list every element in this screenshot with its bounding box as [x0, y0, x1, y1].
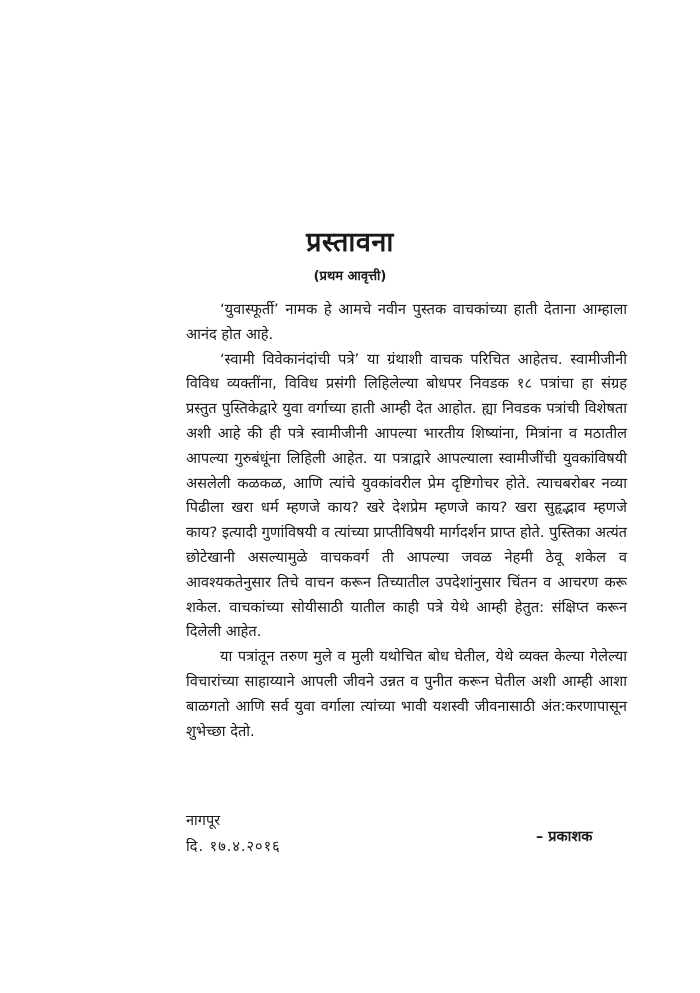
- paragraph-2: ‘स्वामी विवेकानंदांची पत्रे’ या ग्रंथाशी वाचक परिचित आहेतच. स्वामीजीनी विविध व्यक्तींना, विविध प्रसंगी लिहिलेल्या बोधपर निवडक १८ पत्रांचा हा संग्रह प्रस्तुत पुस्तिकेद्वारे युवा वर्गाच्या हाती आम्ही देत आहोत. ह्या निवडक पत्रांची विशेषता अशी आहे की ही पत्रे स्वामीजीनी आपल्या भारतीय शिष्यांना, मित्रांना व मठातील आपल्या गुरुबंधूंना लिहिली आहेत. या पत्राद्वारे आपल्याला स्वामीजींची युवकांविषयी असलेली कळकळ, आणि त्यांचे युवकांवरील प्रेम दृष्टिगोचर होते. त्याचबरोबर नव्या पिढीला खरा धर्म म्हणजे काय? खरे देशप्रेम म्हणजे काय? खरा सुहृद्भाव म्हणजे काय? इत्यादी गुणांविषयी व त्यांच्या प्राप्तीविषयी मार्गदर्शन प्राप्त होते. पुस्तिका अत्यंत छोटेखानी असल्यामुळे वाचकवर्ग ती आपल्या जवळ नेहमी ठेवू शकेल व आवश्यकतेनुसार तिचे वाचन करून तिच्यातील उपदेशांनुसार चिंतन व आचरण करू शकेल. वाचकांच्या सोयीसाठी यातील काही पत्रे येथे आम्ही हेतुत: संक्षिप्त करून दिलेली आहेत.: [186, 350, 627, 641]
- page-subtitle: (प्रथम आवृत्ती): [313, 269, 387, 284]
- place-label: नागपूर: [186, 813, 221, 829]
- page-title: प्रस्तावना: [306, 227, 394, 258]
- date-label: दि. १७.४.२०१६: [186, 839, 281, 855]
- publisher-signature: – प्रकाशक: [536, 829, 593, 845]
- body-text: [186, 298, 627, 744]
- paragraph-1: ‘युवास्फूर्ती’ नामक हे आमचे नवीन पुस्तक वाचकांच्या हाती देताना आम्हाला आनंद होत आहे.: [186, 301, 627, 343]
- paragraph-3: या पत्रांतून तरुण मुले व मुली यथोचित बोध घेतील, येथे व्यक्त केल्या गेलेल्या विचारांच्या साहाय्याने आपली जीवने उन्नत व पुनीत करून घेतील अशी आम्ही आशा बाळगतो आणि सर्व युवा वर्गाला त्यांच्या भावी यशस्वी जीवनासाठी अंत:करणापासून शुभेच्छा देतो.: [186, 648, 627, 740]
